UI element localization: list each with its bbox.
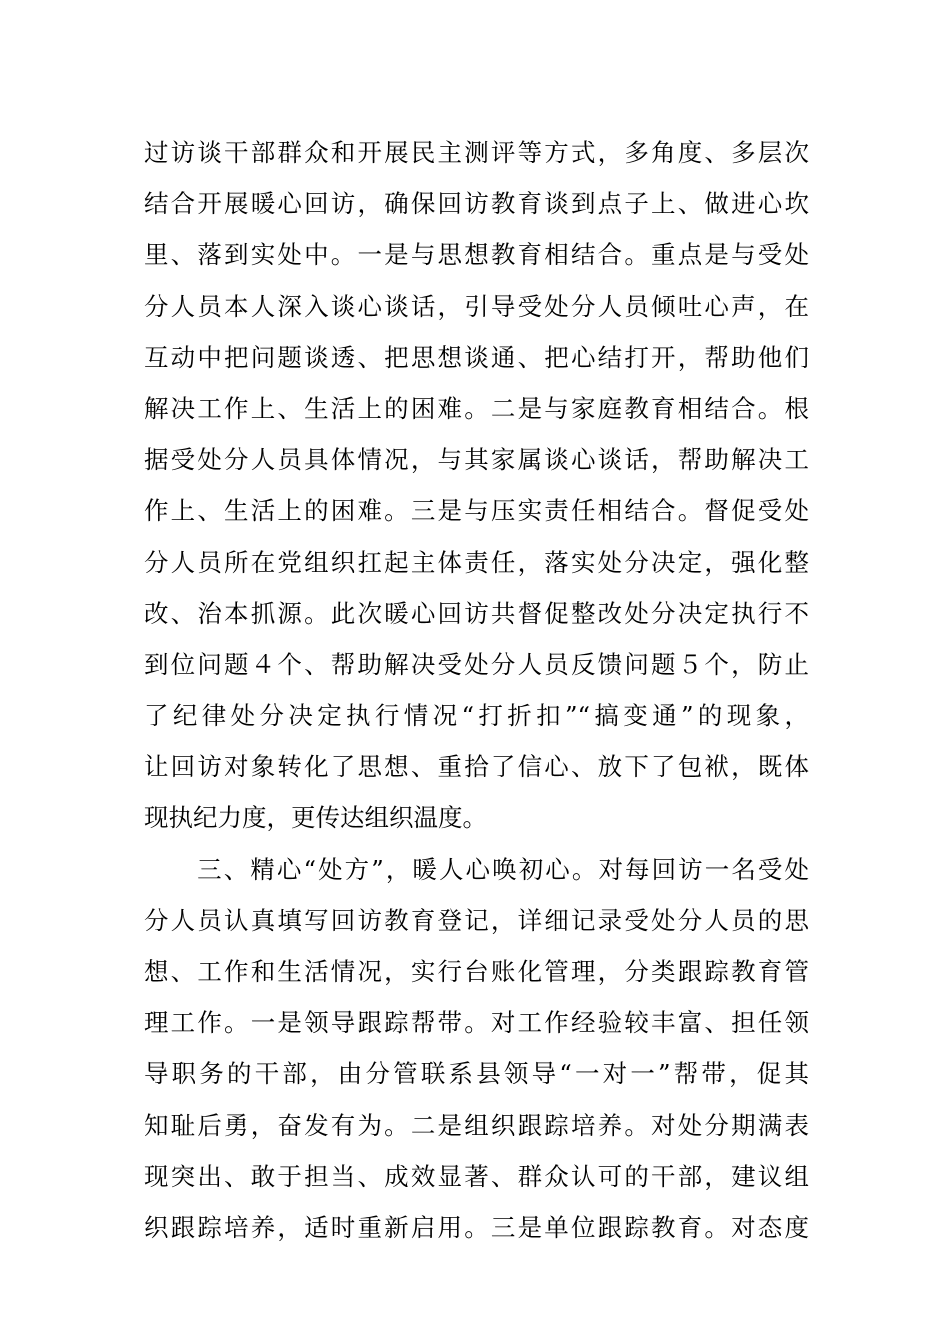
text-line: 知耻后勇，奋发有为。二是组织跟踪培养。对处分期满表: [144, 1110, 809, 1140]
text-line: 了纪律处分决定执行情况“打折扣”“搞变通”的现象，: [144, 701, 809, 731]
text-line: 过访谈干部群众和开展民主测评等方式，多角度、多层次: [144, 138, 809, 167]
text-line: 据受处分人员具体情况，与其家属谈心谈话，帮助解决工: [144, 445, 809, 475]
text-line: 作上、生活上的困难。三是与压实责任相结合。督促受处: [144, 496, 809, 526]
text-line: 导职务的干部，由分管联系县领导“一对一”帮带，促其: [144, 1059, 809, 1089]
text-line: 织跟踪培养，适时重新启用。三是单位跟踪教育。对态度: [144, 1212, 809, 1242]
text-line: 互动中把问题谈透、把思想谈通、把心结打开，帮助他们: [144, 342, 809, 372]
text-line: 分人员本人深入谈心谈话，引导受处分人员倾吐心声，在: [144, 291, 809, 321]
text-line: 结合开展暖心回访，确保回访教育谈到点子上、做进心坎: [144, 189, 809, 219]
body-text: [144, 127, 809, 1253]
text-line: 分人员认真填写回访教育登记，详细记录受处分人员的思: [144, 905, 809, 935]
text-line: 改、治本抓源。此次暖心回访共督促整改处分决定执行不: [144, 598, 809, 628]
text-line: 解决工作上、生活上的困难。二是与家庭教育相结合。根: [144, 393, 809, 423]
text-line: 理工作。一是领导跟踪帮带。对工作经验较丰富、担任领: [144, 1008, 809, 1038]
text-line: 里、落到实处中。一是与思想教育相结合。重点是与受处: [144, 240, 809, 270]
text-line: 到位问题４个、帮助解决受处分人员反馈问题５个，防止: [144, 649, 809, 679]
text-line: 现突出、敢于担当、成效显著、群众认可的干部，建议组: [144, 1161, 809, 1191]
text-line: 让回访对象转化了思想、重拾了信心、放下了包袱，既体: [144, 752, 809, 782]
paragraph-end-line: 现执纪力度，更传达组织温度。: [144, 803, 487, 833]
text-line: 分人员所在党组织扛起主体责任，落实处分决定，强化整: [144, 547, 809, 577]
section-heading-line: 三、精心“处方”，暖人心唤初心。对每回访一名受处: [144, 854, 809, 884]
text-line: 想、工作和生活情况，实行台账化管理，分类跟踪教育管: [144, 957, 809, 986]
